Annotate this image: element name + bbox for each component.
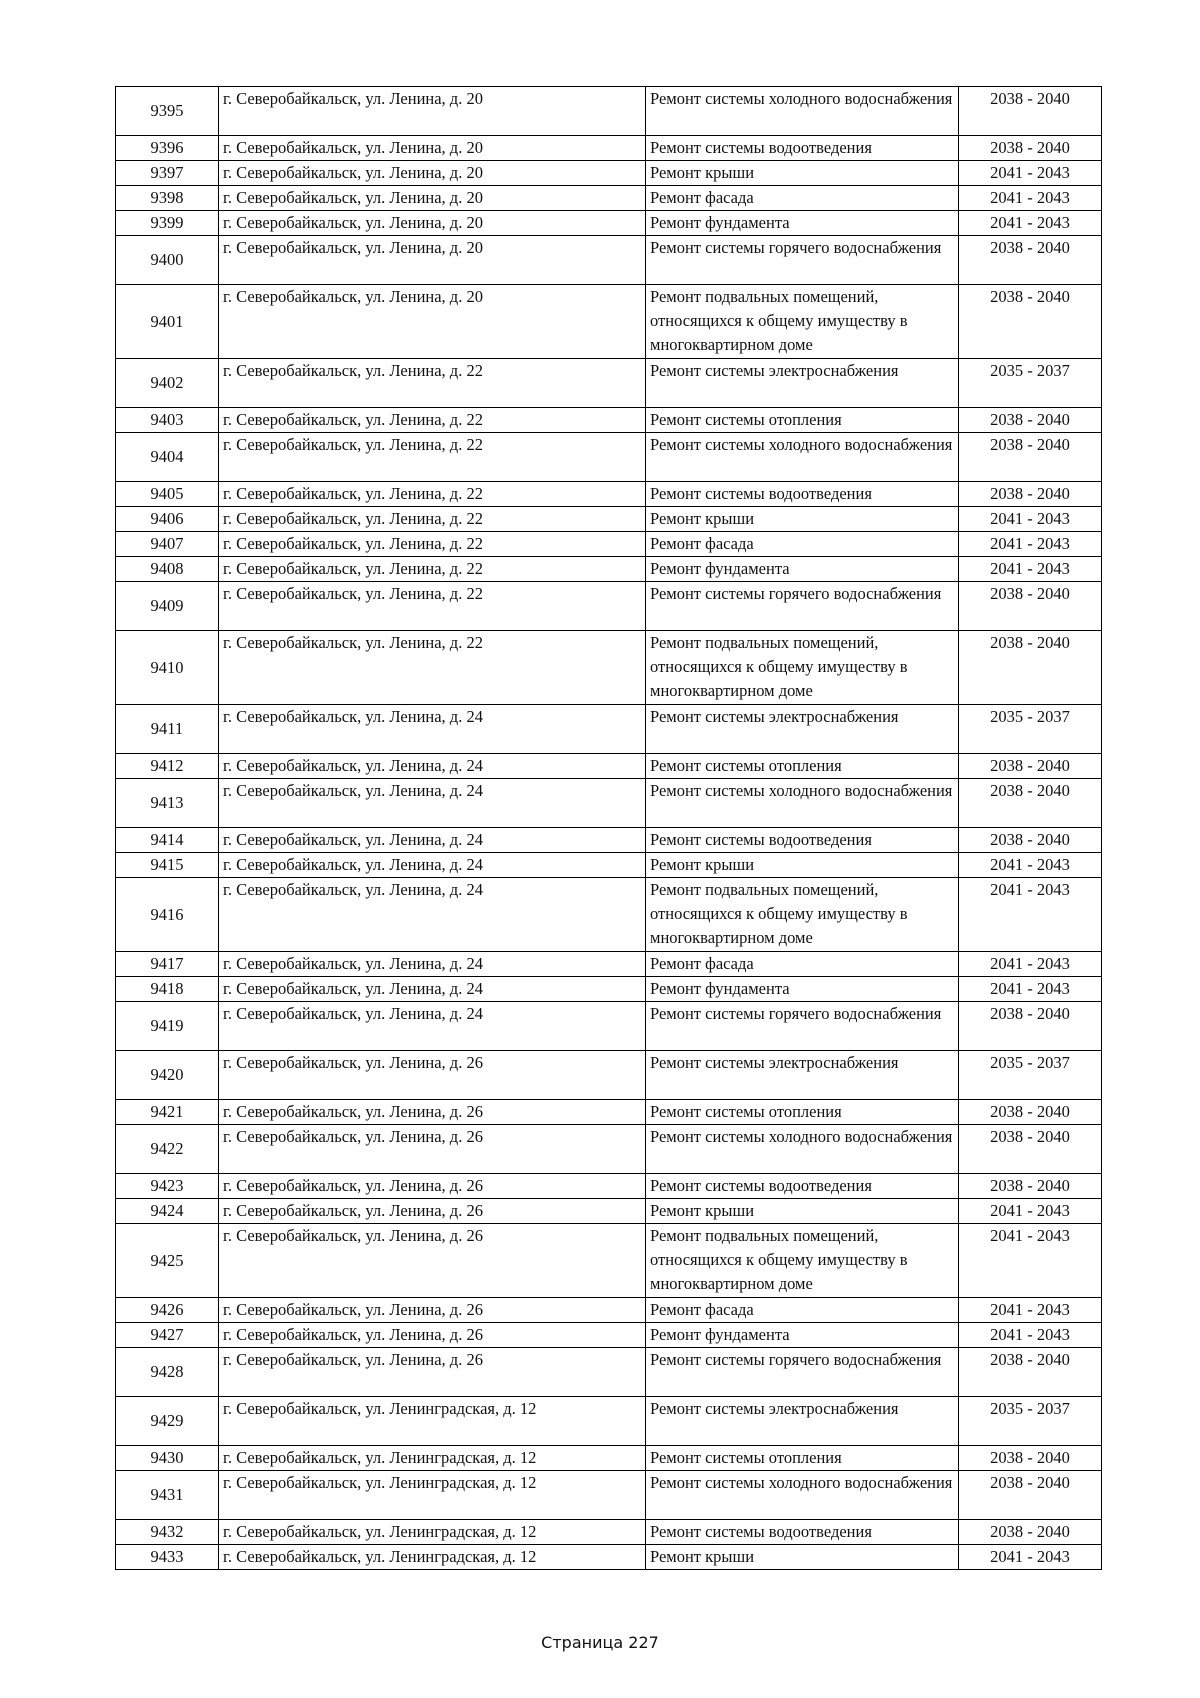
row-address: г. Северобайкальск, ул. Ленина, д. 20 xyxy=(219,211,646,236)
row-work-type: Ремонт фундамента xyxy=(646,977,959,1002)
row-period: 2041 - 2043 xyxy=(959,557,1102,582)
row-period: 2038 - 2040 xyxy=(959,87,1102,136)
row-address: г. Северобайкальск, ул. Ленина, д. 24 xyxy=(219,828,646,853)
table-row xyxy=(116,779,1102,828)
table-row xyxy=(116,1174,1102,1199)
row-work-type: Ремонт подвальных помещений, относящихся к общему имуществу в многоквартирном доме xyxy=(646,631,959,705)
row-work-type: Ремонт системы холодного водоснабжения xyxy=(646,779,959,828)
row-address: г. Северобайкальск, ул. Ленина, д. 24 xyxy=(219,878,646,952)
row-period: 2038 - 2040 xyxy=(959,285,1102,359)
row-period: 2041 - 2043 xyxy=(959,952,1102,977)
row-address: г. Северобайкальск, ул. Ленина, д. 22 xyxy=(219,482,646,507)
row-number: 9397 xyxy=(116,161,219,186)
row-address: г. Северобайкальск, ул. Ленинградская, д. 12 xyxy=(219,1397,646,1446)
row-period: 2041 - 2043 xyxy=(959,532,1102,557)
row-number: 9430 xyxy=(116,1446,219,1471)
row-address: г. Северобайкальск, ул. Ленина, д. 26 xyxy=(219,1298,646,1323)
row-period: 2041 - 2043 xyxy=(959,1199,1102,1224)
table-row xyxy=(116,1397,1102,1446)
row-address: г. Северобайкальск, ул. Ленина, д. 22 xyxy=(219,507,646,532)
row-address: г. Северобайкальск, ул. Ленина, д. 26 xyxy=(219,1100,646,1125)
table-row xyxy=(116,507,1102,532)
row-number: 9395 xyxy=(116,87,219,136)
row-address: г. Северобайкальск, ул. Ленина, д. 22 xyxy=(219,359,646,408)
row-work-type: Ремонт системы электроснабжения xyxy=(646,705,959,754)
table-row xyxy=(116,136,1102,161)
capital-repair-table xyxy=(115,86,1102,1570)
row-address: г. Северобайкальск, ул. Ленина, д. 20 xyxy=(219,161,646,186)
row-work-type: Ремонт крыши xyxy=(646,161,959,186)
row-number: 9406 xyxy=(116,507,219,532)
row-address: г. Северобайкальск, ул. Ленина, д. 26 xyxy=(219,1348,646,1397)
row-period: 2038 - 2040 xyxy=(959,1174,1102,1199)
row-number: 9407 xyxy=(116,532,219,557)
row-number: 9411 xyxy=(116,705,219,754)
row-work-type: Ремонт фасада xyxy=(646,1298,959,1323)
row-work-type: Ремонт системы водоотведения xyxy=(646,482,959,507)
table-row xyxy=(116,1125,1102,1174)
row-address: г. Северобайкальск, ул. Ленина, д. 22 xyxy=(219,631,646,705)
row-number: 9431 xyxy=(116,1471,219,1520)
table-row xyxy=(116,211,1102,236)
row-work-type: Ремонт подвальных помещений, относящихся к общему имуществу в многоквартирном доме xyxy=(646,285,959,359)
table-row xyxy=(116,705,1102,754)
table-row xyxy=(116,1298,1102,1323)
table-row xyxy=(116,87,1102,136)
row-address: г. Северобайкальск, ул. Ленина, д. 20 xyxy=(219,285,646,359)
row-number: 9409 xyxy=(116,582,219,631)
row-work-type: Ремонт системы электроснабжения xyxy=(646,1397,959,1446)
row-period: 2041 - 2043 xyxy=(959,977,1102,1002)
row-period: 2038 - 2040 xyxy=(959,1002,1102,1051)
row-number: 9416 xyxy=(116,878,219,952)
row-address: г. Северобайкальск, ул. Ленина, д. 26 xyxy=(219,1125,646,1174)
row-address: г. Северобайкальск, ул. Ленинградская, д. 12 xyxy=(219,1446,646,1471)
table-row xyxy=(116,359,1102,408)
row-number: 9396 xyxy=(116,136,219,161)
row-period: 2041 - 2043 xyxy=(959,1323,1102,1348)
row-number: 9402 xyxy=(116,359,219,408)
row-address: г. Северобайкальск, ул. Ленина, д. 24 xyxy=(219,779,646,828)
row-address: г. Северобайкальск, ул. Ленина, д. 26 xyxy=(219,1323,646,1348)
row-number: 9424 xyxy=(116,1199,219,1224)
row-period: 2041 - 2043 xyxy=(959,161,1102,186)
row-work-type: Ремонт системы горячего водоснабжения xyxy=(646,1348,959,1397)
row-number: 9420 xyxy=(116,1051,219,1100)
row-period: 2035 - 2037 xyxy=(959,1051,1102,1100)
row-number: 9412 xyxy=(116,754,219,779)
row-number: 9398 xyxy=(116,186,219,211)
row-period: 2035 - 2037 xyxy=(959,1397,1102,1446)
table-row xyxy=(116,853,1102,878)
table-row xyxy=(116,1545,1102,1570)
row-number: 9427 xyxy=(116,1323,219,1348)
row-period: 2038 - 2040 xyxy=(959,582,1102,631)
table-row xyxy=(116,631,1102,705)
row-work-type: Ремонт фундамента xyxy=(646,211,959,236)
table-row xyxy=(116,952,1102,977)
row-work-type: Ремонт системы электроснабжения xyxy=(646,1051,959,1100)
table-row xyxy=(116,1471,1102,1520)
row-number: 9410 xyxy=(116,631,219,705)
row-work-type: Ремонт системы водоотведения xyxy=(646,828,959,853)
row-address: г. Северобайкальск, ул. Ленина, д. 22 xyxy=(219,433,646,482)
row-work-type: Ремонт подвальных помещений, относящихся к общему имуществу в многоквартирном доме xyxy=(646,878,959,952)
row-period: 2035 - 2037 xyxy=(959,359,1102,408)
table-row xyxy=(116,1323,1102,1348)
table-row xyxy=(116,977,1102,1002)
row-number: 9422 xyxy=(116,1125,219,1174)
row-period: 2038 - 2040 xyxy=(959,1471,1102,1520)
table-row xyxy=(116,285,1102,359)
row-work-type: Ремонт системы отопления xyxy=(646,754,959,779)
row-number: 9413 xyxy=(116,779,219,828)
row-work-type: Ремонт фасада xyxy=(646,186,959,211)
row-period: 2038 - 2040 xyxy=(959,1100,1102,1125)
row-work-type: Ремонт крыши xyxy=(646,1199,959,1224)
row-work-type: Ремонт системы холодного водоснабжения xyxy=(646,87,959,136)
row-number: 9417 xyxy=(116,952,219,977)
row-period: 2038 - 2040 xyxy=(959,482,1102,507)
row-work-type: Ремонт крыши xyxy=(646,853,959,878)
table-row xyxy=(116,557,1102,582)
row-period: 2038 - 2040 xyxy=(959,136,1102,161)
row-address: г. Северобайкальск, ул. Ленина, д. 26 xyxy=(219,1224,646,1298)
row-number: 9408 xyxy=(116,557,219,582)
row-address: г. Северобайкальск, ул. Ленина, д. 20 xyxy=(219,136,646,161)
row-address: г. Северобайкальск, ул. Ленина, д. 24 xyxy=(219,1002,646,1051)
row-number: 9429 xyxy=(116,1397,219,1446)
row-number: 9426 xyxy=(116,1298,219,1323)
row-number: 9423 xyxy=(116,1174,219,1199)
row-address: г. Северобайкальск, ул. Ленина, д. 24 xyxy=(219,705,646,754)
table-row xyxy=(116,582,1102,631)
row-work-type: Ремонт подвальных помещений, относящихся к общему имуществу в многоквартирном доме xyxy=(646,1224,959,1298)
table-row xyxy=(116,828,1102,853)
table-row xyxy=(116,1446,1102,1471)
row-period: 2038 - 2040 xyxy=(959,779,1102,828)
row-address: г. Северобайкальск, ул. Ленина, д. 24 xyxy=(219,853,646,878)
row-number: 9405 xyxy=(116,482,219,507)
row-period: 2038 - 2040 xyxy=(959,1520,1102,1545)
row-work-type: Ремонт системы холодного водоснабжения xyxy=(646,1125,959,1174)
table-row xyxy=(116,1520,1102,1545)
table-row xyxy=(116,1100,1102,1125)
table-row xyxy=(116,433,1102,482)
row-period: 2038 - 2040 xyxy=(959,236,1102,285)
table-row xyxy=(116,482,1102,507)
row-work-type: Ремонт системы горячего водоснабжения xyxy=(646,582,959,631)
row-period: 2038 - 2040 xyxy=(959,828,1102,853)
row-number: 9425 xyxy=(116,1224,219,1298)
table-row xyxy=(116,1224,1102,1298)
row-period: 2038 - 2040 xyxy=(959,433,1102,482)
row-period: 2038 - 2040 xyxy=(959,408,1102,433)
row-address: г. Северобайкальск, ул. Ленина, д. 24 xyxy=(219,754,646,779)
row-period: 2041 - 2043 xyxy=(959,1224,1102,1298)
row-work-type: Ремонт фундамента xyxy=(646,557,959,582)
row-number: 9403 xyxy=(116,408,219,433)
row-number: 9415 xyxy=(116,853,219,878)
page-number: Страница 227 xyxy=(541,1633,659,1652)
row-work-type: Ремонт системы горячего водоснабжения xyxy=(646,1002,959,1051)
table-row xyxy=(116,1002,1102,1051)
row-address: г. Северобайкальск, ул. Ленинградская, д. 12 xyxy=(219,1471,646,1520)
row-work-type: Ремонт системы холодного водоснабжения xyxy=(646,433,959,482)
row-period: 2038 - 2040 xyxy=(959,754,1102,779)
row-period: 2041 - 2043 xyxy=(959,853,1102,878)
row-address: г. Северобайкальск, ул. Ленина, д. 22 xyxy=(219,582,646,631)
row-work-type: Ремонт фундамента xyxy=(646,1323,959,1348)
row-work-type: Ремонт системы холодного водоснабжения xyxy=(646,1471,959,1520)
row-address: г. Северобайкальск, ул. Ленина, д. 24 xyxy=(219,977,646,1002)
row-number: 9401 xyxy=(116,285,219,359)
table-row xyxy=(116,236,1102,285)
row-period: 2038 - 2040 xyxy=(959,1446,1102,1471)
row-work-type: Ремонт системы горячего водоснабжения xyxy=(646,236,959,285)
row-number: 9400 xyxy=(116,236,219,285)
table-row xyxy=(116,408,1102,433)
row-address: г. Северобайкальск, ул. Ленина, д. 20 xyxy=(219,236,646,285)
row-number: 9421 xyxy=(116,1100,219,1125)
row-period: 2041 - 2043 xyxy=(959,1545,1102,1570)
row-work-type: Ремонт крыши xyxy=(646,1545,959,1570)
row-number: 9432 xyxy=(116,1520,219,1545)
row-address: г. Северобайкальск, ул. Ленина, д. 26 xyxy=(219,1199,646,1224)
row-work-type: Ремонт системы отопления xyxy=(646,1100,959,1125)
row-work-type: Ремонт фасада xyxy=(646,532,959,557)
row-address: г. Северобайкальск, ул. Ленина, д. 22 xyxy=(219,532,646,557)
row-work-type: Ремонт системы водоотведения xyxy=(646,136,959,161)
row-address: г. Северобайкальск, ул. Ленина, д. 20 xyxy=(219,186,646,211)
row-work-type: Ремонт фасада xyxy=(646,952,959,977)
row-address: г. Северобайкальск, ул. Ленинградская, д. 12 xyxy=(219,1520,646,1545)
row-period: 2041 - 2043 xyxy=(959,211,1102,236)
row-work-type: Ремонт крыши xyxy=(646,507,959,532)
row-period: 2038 - 2040 xyxy=(959,1348,1102,1397)
row-work-type: Ремонт системы отопления xyxy=(646,1446,959,1471)
row-address: г. Северобайкальск, ул. Ленина, д. 22 xyxy=(219,557,646,582)
table-row xyxy=(116,1051,1102,1100)
row-period: 2038 - 2040 xyxy=(959,1125,1102,1174)
table-row xyxy=(116,1348,1102,1397)
row-work-type: Ремонт системы водоотведения xyxy=(646,1520,959,1545)
table-row xyxy=(116,754,1102,779)
row-number: 9404 xyxy=(116,433,219,482)
row-number: 9419 xyxy=(116,1002,219,1051)
row-number: 9414 xyxy=(116,828,219,853)
row-address: г. Северобайкальск, ул. Ленина, д. 24 xyxy=(219,952,646,977)
row-address: г. Северобайкальск, ул. Ленина, д. 26 xyxy=(219,1174,646,1199)
row-number: 9399 xyxy=(116,211,219,236)
row-period: 2038 - 2040 xyxy=(959,631,1102,705)
row-address: г. Северобайкальск, ул. Ленинградская, д. 12 xyxy=(219,1545,646,1570)
row-period: 2041 - 2043 xyxy=(959,186,1102,211)
row-period: 2035 - 2037 xyxy=(959,705,1102,754)
row-work-type: Ремонт системы электроснабжения xyxy=(646,359,959,408)
table-row xyxy=(116,1199,1102,1224)
table-body xyxy=(116,87,1102,1570)
row-number: 9418 xyxy=(116,977,219,1002)
row-number: 9428 xyxy=(116,1348,219,1397)
row-period: 2041 - 2043 xyxy=(959,1298,1102,1323)
row-period: 2041 - 2043 xyxy=(959,507,1102,532)
row-address: г. Северобайкальск, ул. Ленина, д. 22 xyxy=(219,408,646,433)
table-row xyxy=(116,878,1102,952)
row-work-type: Ремонт системы отопления xyxy=(646,408,959,433)
row-address: г. Северобайкальск, ул. Ленина, д. 26 xyxy=(219,1051,646,1100)
table-row xyxy=(116,186,1102,211)
row-address: г. Северобайкальск, ул. Ленина, д. 20 xyxy=(219,87,646,136)
row-number: 9433 xyxy=(116,1545,219,1570)
row-period: 2041 - 2043 xyxy=(959,878,1102,952)
row-work-type: Ремонт системы водоотведения xyxy=(646,1174,959,1199)
table-row xyxy=(116,532,1102,557)
table-row xyxy=(116,161,1102,186)
